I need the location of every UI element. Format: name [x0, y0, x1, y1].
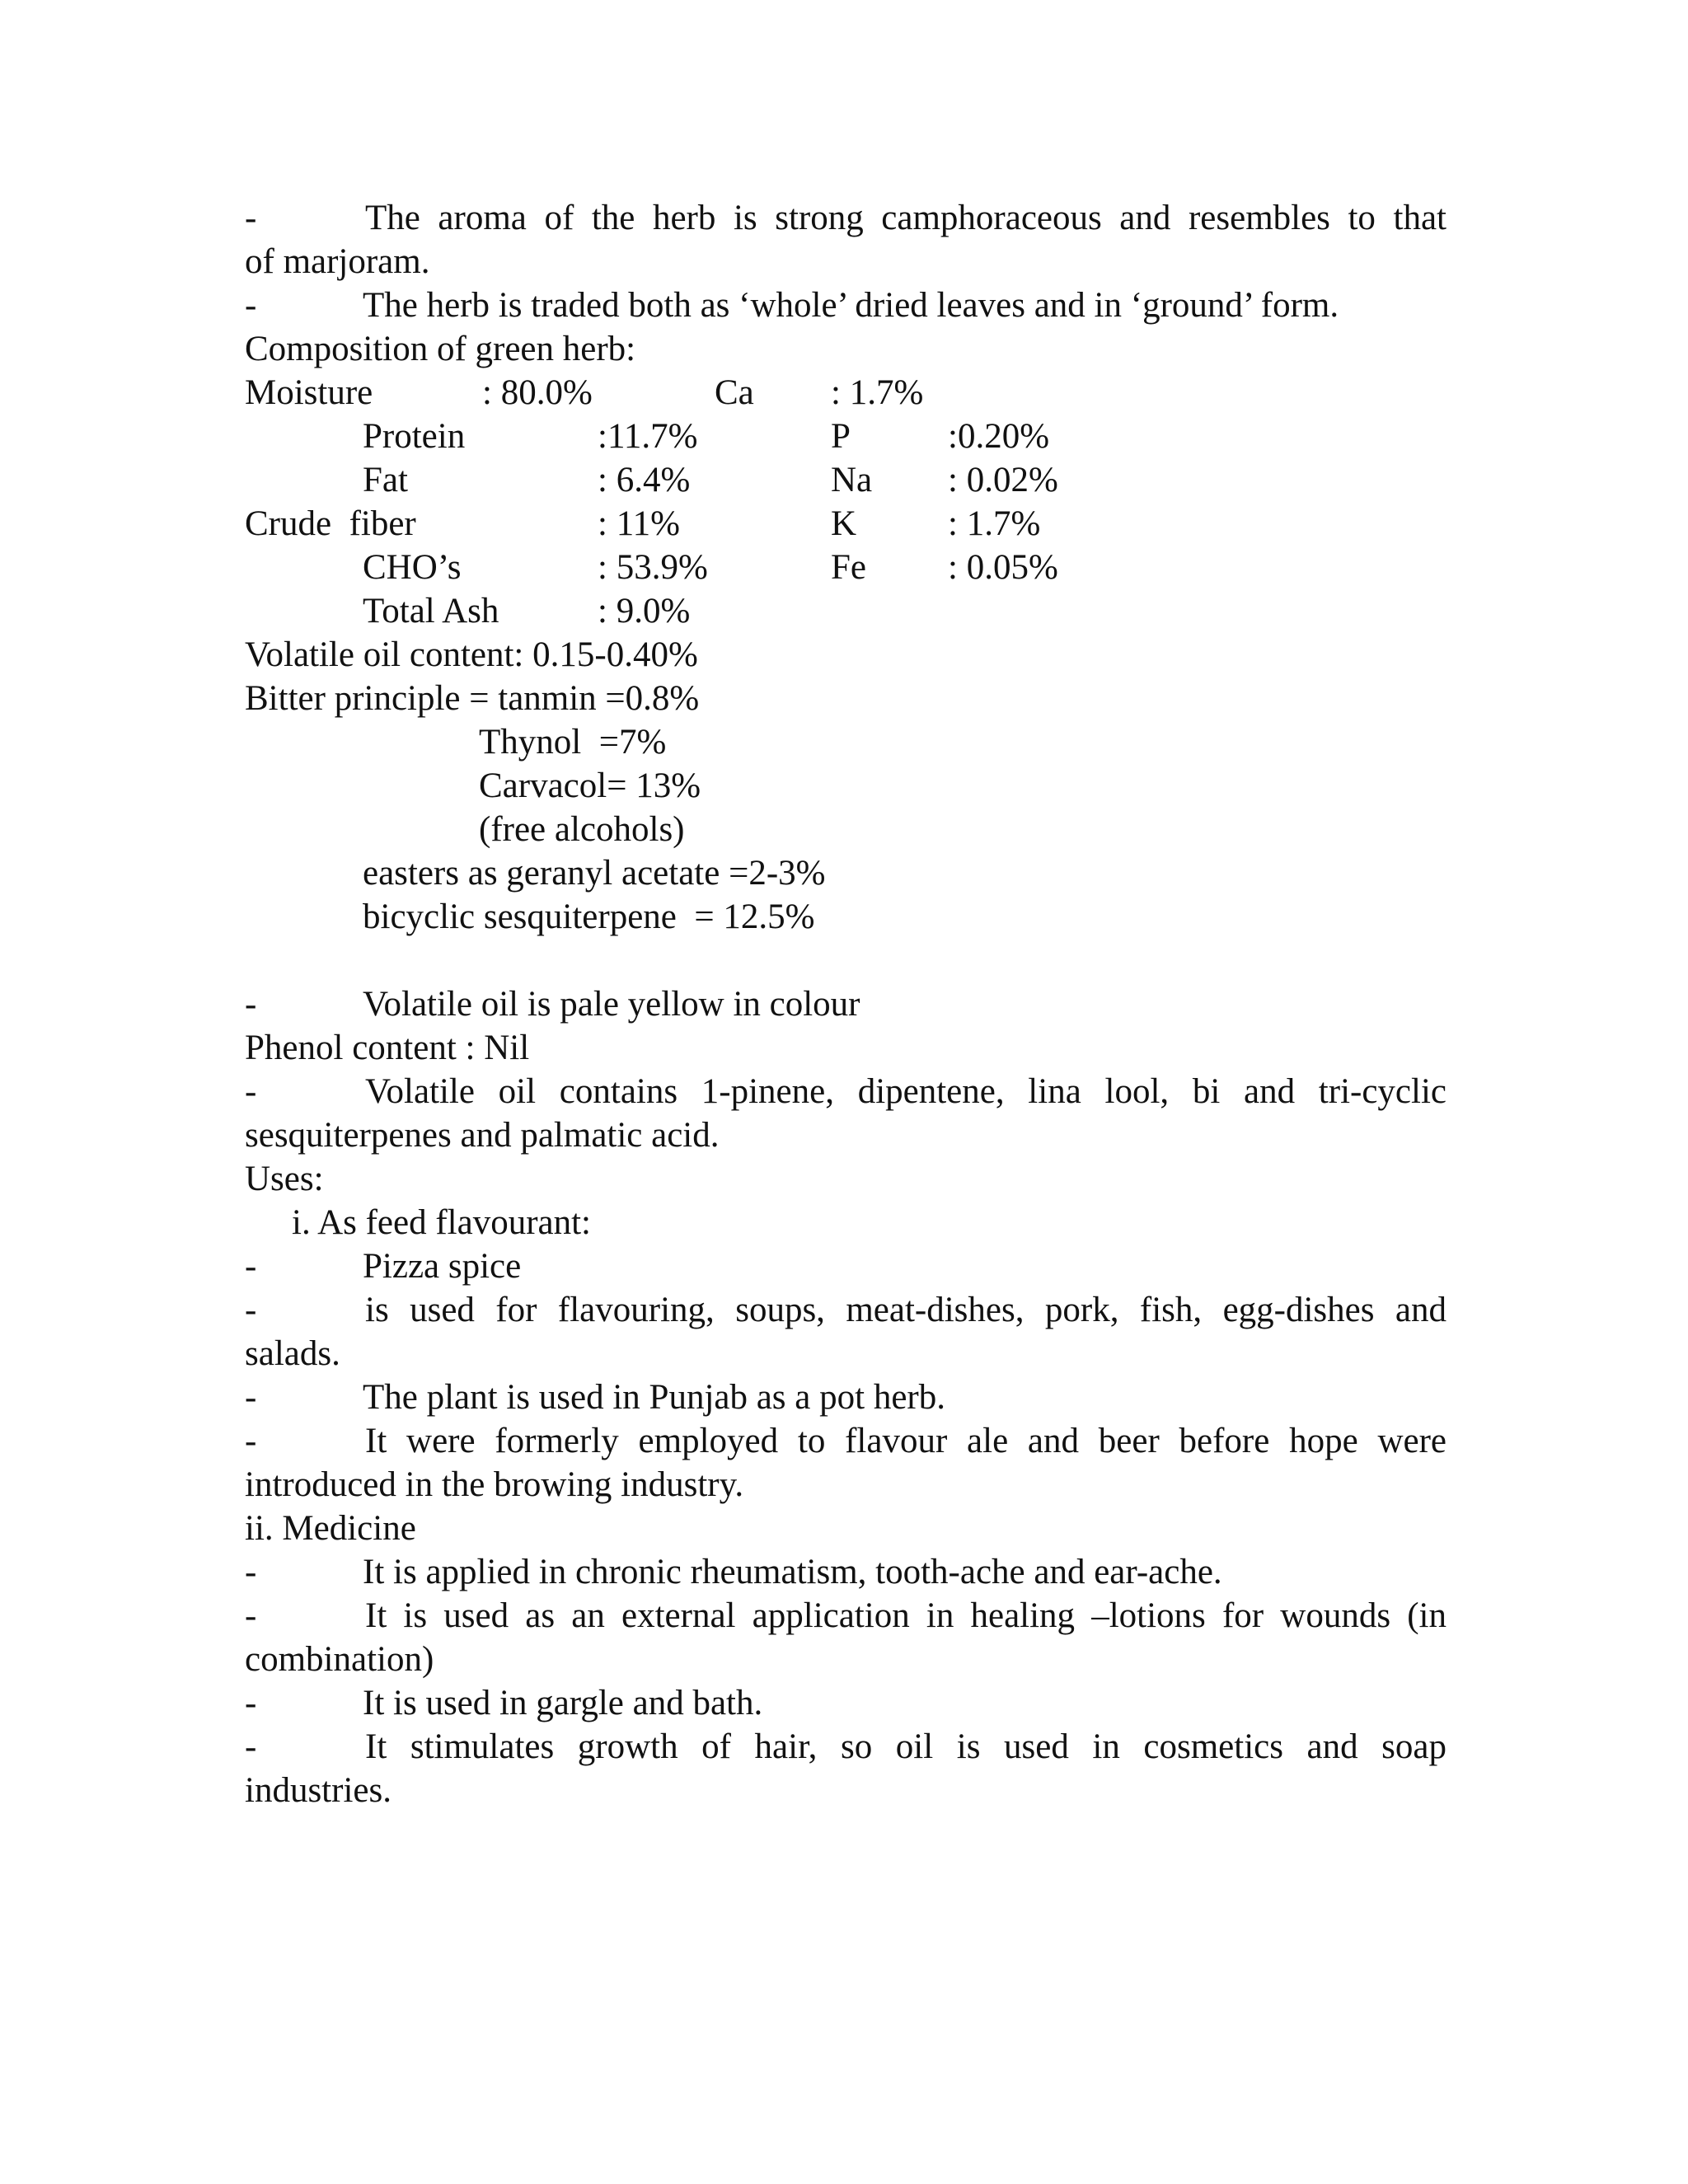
rheumatism-line: It is applied in chronic rheumatism, tooth-ache and ear-ache.: [363, 1553, 1222, 1591]
composition-label: Fat: [363, 461, 408, 499]
composition-label: Moisture: [245, 373, 373, 412]
mineral-label: Na: [831, 461, 873, 499]
mineral-label: Ca: [715, 373, 754, 412]
bullet-dash: -: [245, 1727, 257, 1766]
phenol-content: Phenol content : Nil: [245, 1029, 530, 1067]
pizza-spice-line: Pizza spice: [363, 1247, 522, 1286]
bullet-dash: -: [245, 286, 257, 325]
oil-contains-line-2: sesquiterpenes and palmatic acid.: [245, 1116, 720, 1155]
flavouring-line-1: is used for flavouring, soups, meat-dishes, pork, fish, egg-dishes and: [365, 1291, 1447, 1329]
mineral-label: Fe: [831, 548, 866, 587]
composition-label: CHO’s: [363, 548, 462, 587]
composition-value: : 11%: [598, 504, 680, 543]
hair-growth-line-2: industries.: [245, 1771, 392, 1810]
oil-colour-line: Volatile oil is pale yellow in colour: [363, 985, 860, 1024]
external-application-line-2: combination): [245, 1640, 434, 1679]
bitter-principle: Bitter principle = tanmin =0.8%: [245, 679, 700, 718]
carvacol-line: Carvacol= 13%: [479, 766, 701, 805]
uses-heading: Uses:: [245, 1160, 324, 1198]
thynol-line: Thynol =7%: [479, 723, 667, 762]
bullet-dash: -: [245, 985, 257, 1024]
oil-contains-line-1: Volatile oil contains 1-pinene, dipentene, lina lool, bi and tri-cyclic: [365, 1072, 1447, 1111]
traded-line: The herb is traded both as ‘whole’ dried leaves and in ‘ground’ form.: [363, 286, 1339, 325]
bullet-dash: -: [245, 1291, 257, 1329]
hair-growth-line-1: It stimulates growth of hair, so oil is used in cosmetics and soap: [365, 1727, 1447, 1766]
bullet-dash: -: [245, 1684, 257, 1722]
composition-value: : 9.0%: [598, 592, 691, 630]
bullet-dash: -: [245, 1378, 257, 1417]
flavouring-line-2: salads.: [245, 1334, 340, 1373]
aroma-line-1: The aroma of the herb is strong camphoraceous and resembles to that: [365, 199, 1447, 237]
composition-value: :11.7%: [598, 417, 698, 456]
mineral-value: : 1.7%: [831, 373, 924, 412]
composition-heading: Composition of green herb:: [245, 330, 636, 368]
punjab-line: The plant is used in Punjab as a pot herb.: [363, 1378, 945, 1417]
gargle-line: It is used in gargle and bath.: [363, 1684, 763, 1722]
external-application-line-1: It is used as an external application in healing –lotions for wounds (in: [365, 1596, 1447, 1635]
mineral-value: :0.20%: [948, 417, 1050, 456]
composition-label: Protein: [363, 417, 466, 456]
bicyclic-line: bicyclic sesquiterpene = 12.5%: [363, 898, 815, 936]
free-alcohols-line: (free alcohols): [479, 810, 685, 849]
mineral-value: : 0.02%: [948, 461, 1058, 499]
mineral-label: P: [831, 417, 851, 456]
bullet-dash: -: [245, 1553, 257, 1591]
ale-line-1: It were formerly employed to flavour ale and beer before hope were: [365, 1422, 1447, 1460]
bullet-dash: -: [245, 1247, 257, 1286]
medicine-heading: ii. Medicine: [245, 1509, 416, 1548]
composition-label: Crude fiber: [245, 504, 416, 543]
feed-flavourant-heading: i. As feed flavourant:: [292, 1203, 592, 1242]
mineral-value: : 0.05%: [948, 548, 1058, 587]
composition-label: Total Ash: [363, 592, 499, 630]
bullet-dash: -: [245, 199, 257, 237]
bullet-dash: -: [245, 1072, 257, 1111]
mineral-label: K: [831, 504, 857, 543]
aroma-line-2: of marjoram.: [245, 242, 430, 281]
volatile-oil-content: Volatile oil content: 0.15-0.40%: [245, 635, 698, 674]
mineral-value: : 1.7%: [948, 504, 1041, 543]
composition-value: : 6.4%: [598, 461, 691, 499]
ale-line-2: introduced in the browing industry.: [245, 1465, 744, 1504]
bullet-dash: -: [245, 1422, 257, 1460]
easters-line: easters as geranyl acetate =2-3%: [363, 854, 826, 893]
bullet-dash: -: [245, 1596, 257, 1635]
composition-value: : 80.0%: [482, 373, 593, 412]
composition-value: : 53.9%: [598, 548, 708, 587]
